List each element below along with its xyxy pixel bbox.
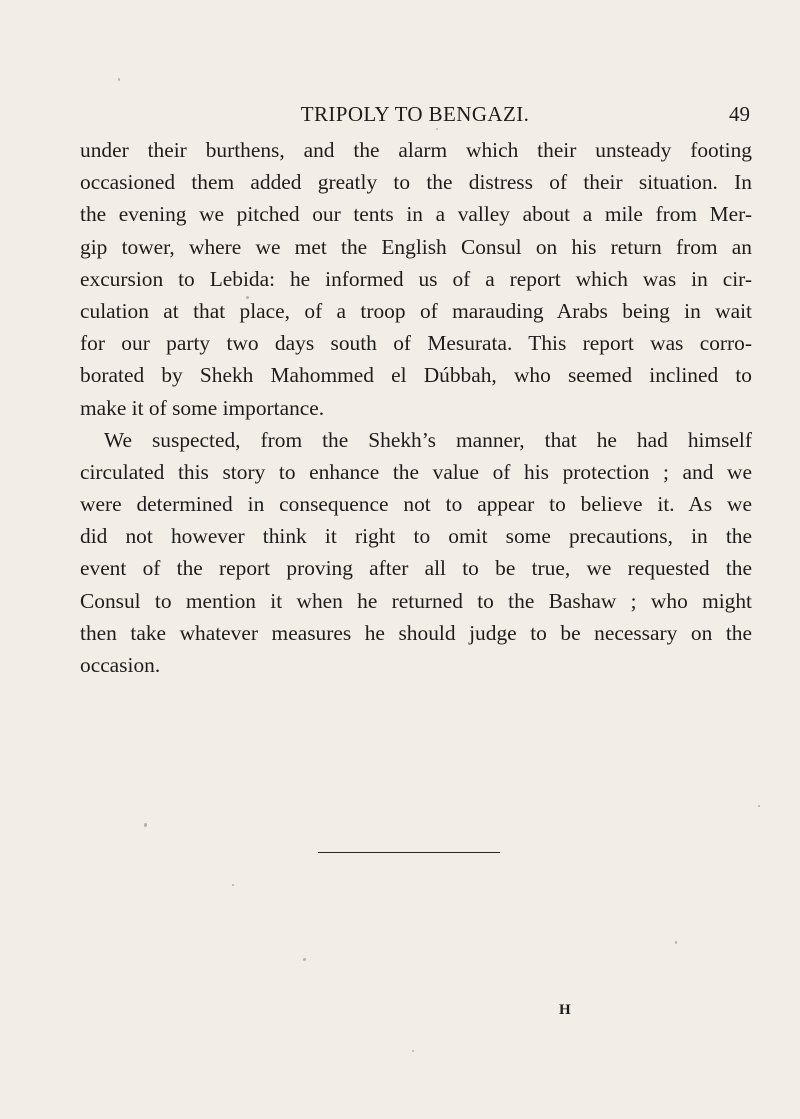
text-line: make it of some importance.	[80, 395, 325, 420]
paper-speck	[144, 823, 147, 827]
text-line: excursion to Lebida: he informed us of a report which was in cir-	[80, 266, 752, 291]
text-line: occasion.	[80, 653, 161, 677]
text-line: We suspected, from the Shekh’s manner, that he had himself	[104, 427, 752, 452]
text-line: circulated this story to enhance the value of his protection ; and we	[80, 459, 752, 484]
text-line: gip tower, where we met the English Consul on his return from an	[80, 234, 752, 259]
text-line: occasioned them added greatly to the distress of their situation. In	[80, 170, 752, 195]
paper-speck	[436, 128, 438, 130]
text-line: then take whatever measures he should judge to be necessary on the	[80, 620, 752, 645]
paper-speck	[232, 884, 234, 886]
paper-speck	[412, 1050, 414, 1052]
text-line: culation at that place, of a troop of marauding Arabs being in wait	[80, 298, 752, 323]
text-line: Consul to mention it when he returned to the Bashaw ; who might	[80, 588, 752, 613]
text-line: were determined in consequence not to appear to believe it. As we	[80, 492, 752, 517]
text-line: did not however think it right to omit some precautions, in the	[80, 524, 752, 549]
paper-speck	[246, 296, 249, 299]
running-title: TRIPOLY TO BENGAZI.	[300, 102, 530, 126]
text-line: borated by Shekh Mahommed el Dúbbah, who seemed inclined to	[80, 363, 752, 388]
signature-mark: H	[559, 1002, 572, 1018]
paper-speck	[758, 805, 760, 807]
paper-speck	[675, 941, 677, 944]
body-text	[80, 134, 752, 681]
paper-speck	[303, 958, 306, 961]
section-rule	[318, 852, 500, 853]
paper-speck	[118, 78, 120, 81]
text-line: event of the report proving after all to be true, we requested the	[80, 556, 752, 581]
text-line: under their burthens, and the alarm which their unsteady footing	[80, 138, 752, 162]
text-line: for our party two days south of Mesurata. This report was corro-	[80, 331, 752, 356]
running-head	[80, 102, 750, 132]
text-line: the evening we pitched our tents in a valley about a mile from Mer-	[80, 202, 752, 227]
page-number: 49	[729, 102, 750, 126]
